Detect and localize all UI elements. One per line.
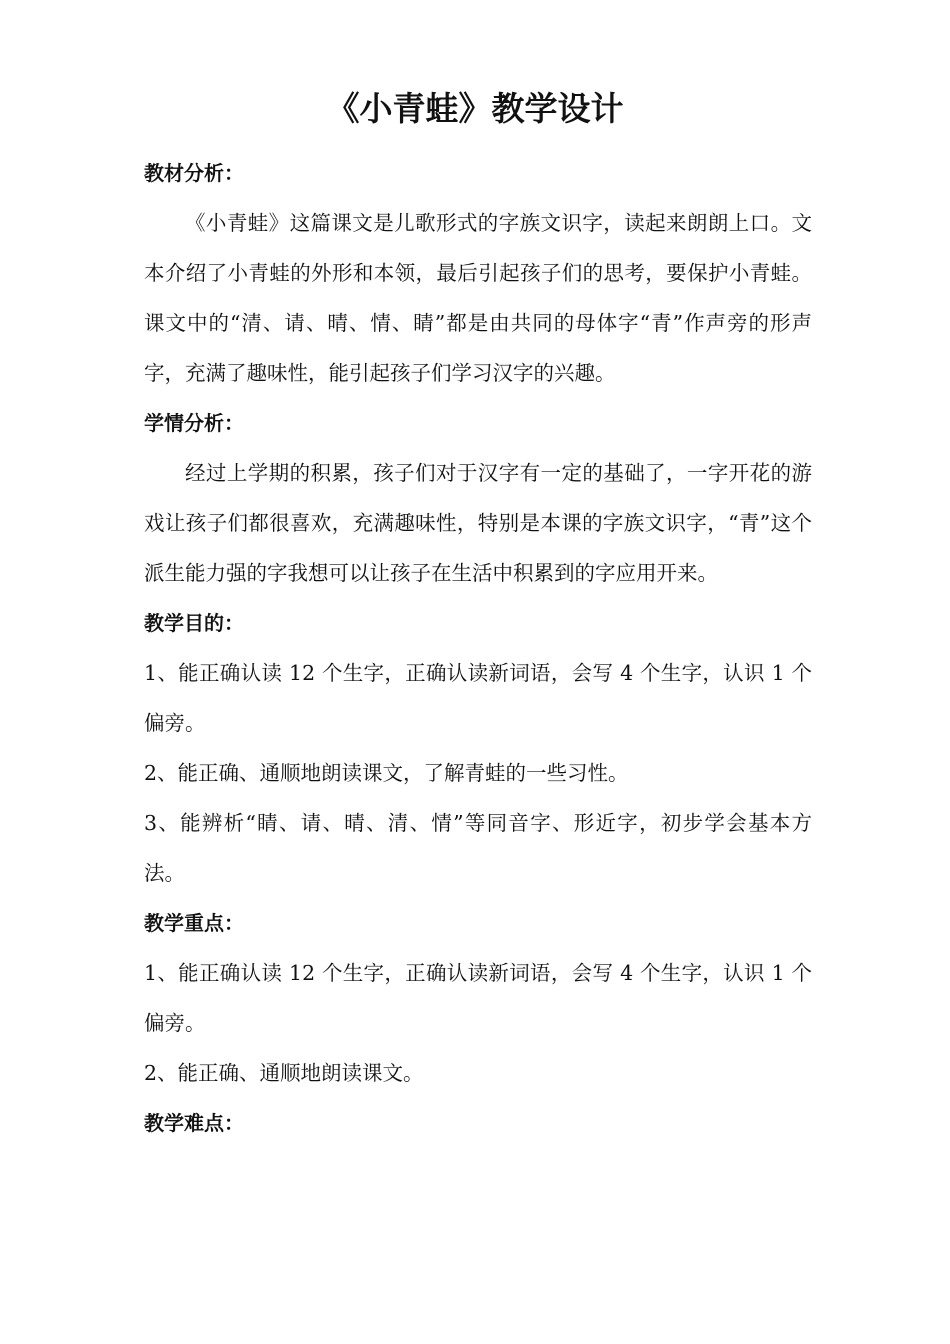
section-materials [144,148,812,398]
goal-item: 2、能正确、通顺地朗读课文，了解青蛙的一些习性。 [144,761,629,785]
key-point-item: 2、能正确、通顺地朗读课文。 [144,1061,424,1085]
students-paragraph: 经过上学期的积累，孩子们对于汉字有一定的基础了，一字开花的游戏让孩子们都很喜欢，充满趣味性，特别是本课的字族文识字，“青”这个派生能力强的字我想可以让孩子在生活中积累到的字应用开来。 [144,461,812,585]
section-heading-difficulties: 教学难点： [144,1111,244,1135]
section-goals [144,598,812,898]
key-point-item: 1、能正确认读 12 个生字，正确认读新词语，会写 4 个生字，认识 1 个偏旁。 [144,961,812,1035]
materials-paragraph: 《小青蛙》这篇课文是儿歌形式的字族文识字，读起来朗朗上口。文本介绍了小青蛙的外形和本领，最后引起孩子们的思考，要保护小青蛙。课文中的“清、请、晴、情、睛”都是由共同的母体字“青”作声旁的形声字，充满了趣味性，能引起孩子们学习汉字的兴趣。 [144,211,812,385]
section-heading-goals: 教学目的： [144,611,244,635]
section-heading-students: 学情分析： [144,411,244,435]
document-body [144,148,812,1148]
document-title: 《小青蛙》教学设计 [326,89,624,128]
section-key-points [144,898,812,1098]
section-students [144,398,812,598]
section-difficulties [144,1098,812,1148]
goal-item: 1、能正确认读 12 个生字，正确认读新词语，会写 4 个生字，认识 1 个偏旁。 [144,661,812,735]
section-heading-materials: 教材分析： [144,161,244,185]
section-heading-key-points: 教学重点： [144,911,244,935]
goal-item: 3、能辨析“睛、请、晴、清、情”等同音字、形近字，初步学会基本方法。 [144,811,812,885]
